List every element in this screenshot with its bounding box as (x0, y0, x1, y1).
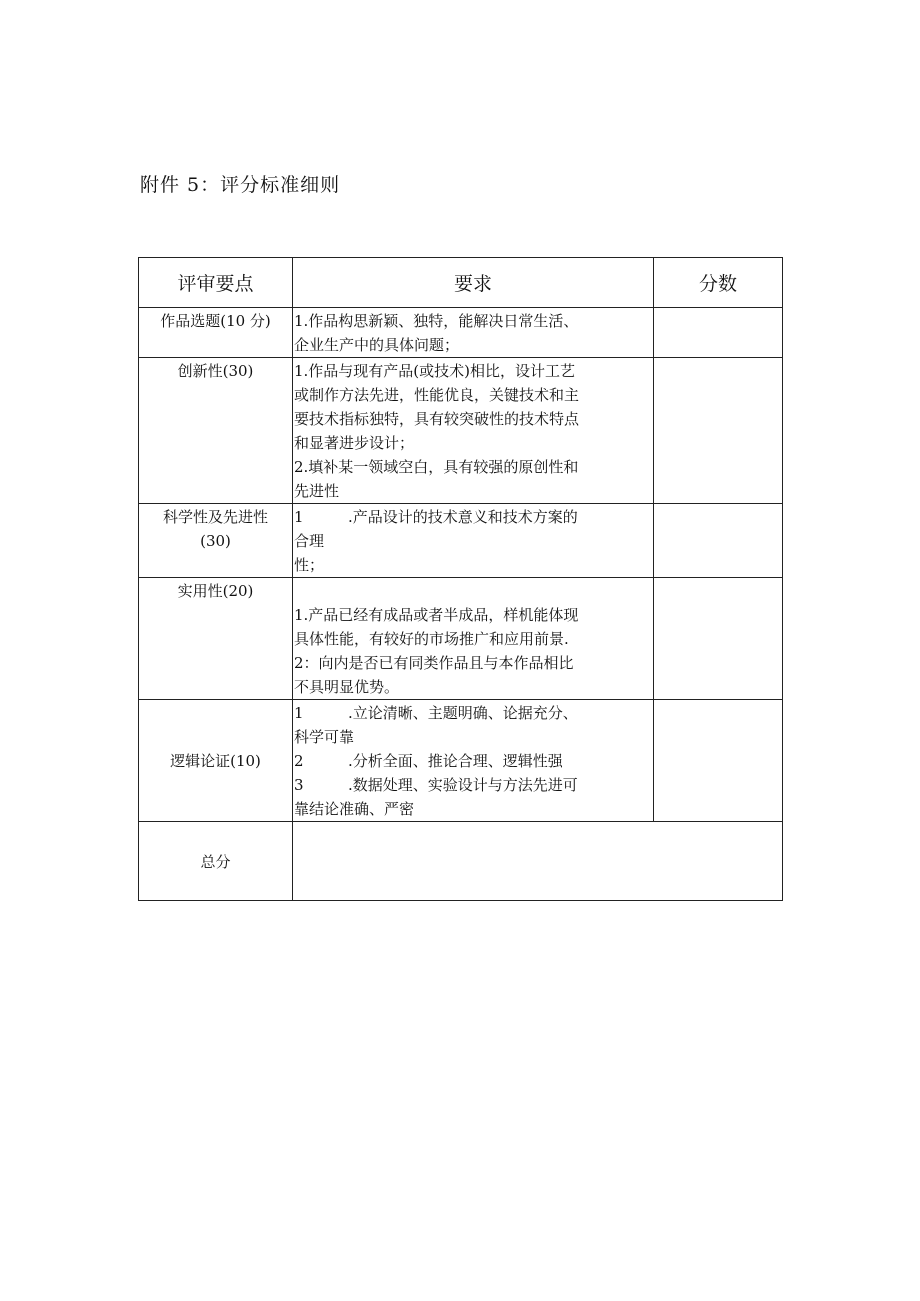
table-row (139, 358, 783, 504)
criterion-science (139, 504, 293, 578)
criterion-logic: 逻辑论证(10) (139, 700, 293, 822)
total-score-cell (293, 822, 783, 901)
requirement-line (294, 749, 653, 773)
requirement-line: 和显著进步设计； (294, 434, 415, 452)
header-score: 分数 (654, 258, 783, 308)
criterion-topic: 作品选题(10 分) (139, 308, 293, 358)
score-cell (654, 578, 783, 700)
table-row (139, 578, 783, 700)
requirement-line: 要技术指标独特，具有较突破性的技术特点 (294, 410, 580, 428)
item-number: 2 (294, 752, 304, 770)
requirement-logic (293, 700, 654, 822)
requirement-line: 1.作品构思新颖、独特，能解决日常生活、 (294, 312, 579, 330)
total-row (139, 822, 783, 901)
document-title: 附件 5：评分标准细则 (140, 174, 341, 196)
requirement-line: 具体性能，有较好的市场推广和应用前景. (294, 630, 569, 648)
score-cell (654, 504, 783, 578)
score-cell (654, 358, 783, 504)
blank-line (294, 579, 653, 603)
requirement-innovation (293, 358, 654, 504)
item-text: .立论清晰、主题明确、论据充分、 (348, 704, 578, 722)
item-text: 靠结论准确、严密 (294, 800, 415, 818)
header-requirement: 要求 (293, 258, 654, 308)
item-number: 1 (294, 508, 304, 526)
criterion-science-line1: 科学性及先进性 (162, 508, 268, 526)
criterion-science-line2: (30) (200, 532, 231, 550)
score-cell (654, 700, 783, 822)
requirement-topic (293, 308, 654, 358)
requirement-line (294, 701, 653, 725)
item-text: .数据处理、实验设计与方法先进可 (348, 776, 578, 794)
table-row (139, 700, 783, 822)
criterion-practicality: 实用性(20) (139, 578, 293, 700)
requirement-line: 性； (294, 556, 325, 574)
score-cell (654, 308, 783, 358)
requirement-line (294, 773, 653, 797)
item-text: 科学可靠 (294, 728, 355, 746)
requirement-line: 1.作品与现有产品(或技术)相比，设计工艺 (294, 362, 576, 380)
requirement-line (294, 505, 653, 529)
requirement-practicality (293, 578, 654, 700)
requirement-line: 企业生产中的具体问题； (294, 336, 460, 354)
item-number: 3 (294, 776, 304, 794)
criterion-innovation: 创新性(30) (139, 358, 293, 504)
requirement-line (294, 725, 653, 749)
requirement-line: 1.产品已经有成品或者半成品，样机能体现 (294, 606, 579, 624)
table-row (139, 504, 783, 578)
item-text: .产品设计的技术意义和技术方案的 (348, 508, 578, 526)
table-row (139, 308, 783, 358)
requirement-line: 先进性 (294, 482, 340, 500)
requirement-line (294, 797, 653, 821)
requirement-line: 合理 (294, 532, 325, 550)
requirement-science (293, 504, 654, 578)
item-number: 1 (294, 704, 304, 722)
requirement-line: 2.填补某一领域空白，具有较强的原创性和 (294, 458, 579, 476)
header-criterion: 评审要点 (139, 258, 293, 308)
table-header-row (139, 258, 783, 308)
requirement-line: 或制作方法先进，性能优良，关键技术和主 (294, 386, 580, 404)
scoring-rubric-table (138, 257, 783, 901)
total-label: 总分 (139, 822, 293, 901)
requirement-line: 2：向内是否已有同类作品且与本作品相比 (294, 654, 574, 672)
item-text: .分析全面、推论合理、逻辑性强 (348, 752, 563, 770)
requirement-line: 不具明显优势。 (294, 678, 400, 696)
